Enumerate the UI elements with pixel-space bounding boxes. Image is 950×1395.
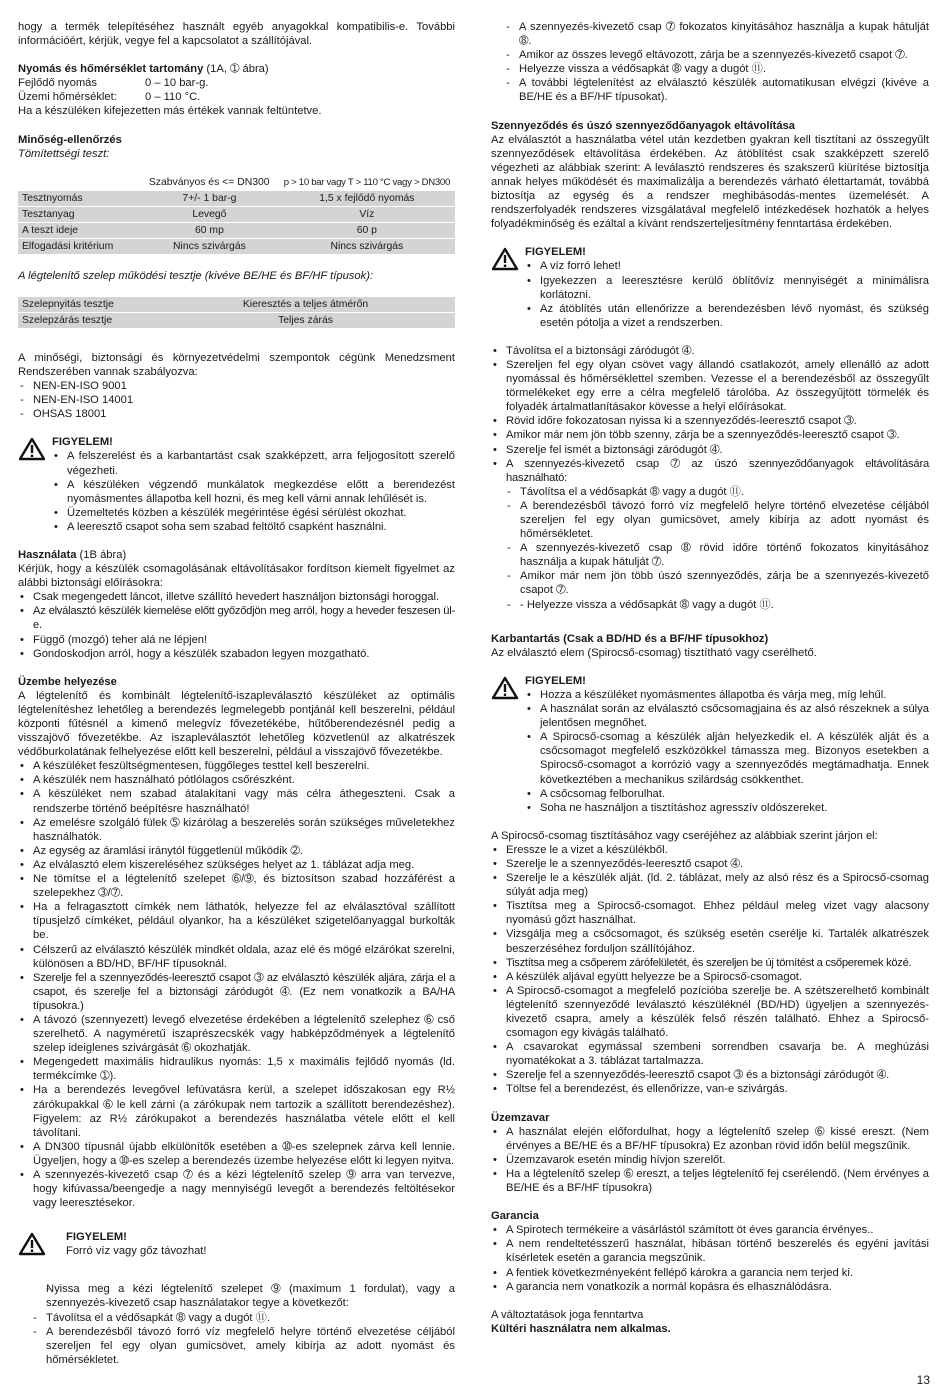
table-row: Tesztanyag Levegő Víz xyxy=(18,206,455,222)
rights-reserved: A változtatások joga fenntartva xyxy=(491,1308,644,1321)
warning-list xyxy=(525,259,929,329)
list-item: • Üzemeltetés közben a készülék megérintése égési sérülést okozhat. xyxy=(52,506,455,520)
valve-test-table xyxy=(18,297,455,329)
list-item: - - Helyezze vissza a védősapkát ➇ vagy a dugót ⑪. xyxy=(491,598,929,612)
fault-title: Üzemzavar xyxy=(491,1111,550,1124)
table-header-row: Szabványos és <= DN300 p > 10 bar vagy T > 110 °C vagy > DN300 xyxy=(18,175,455,191)
install-section: Üzembe helyezése A légtelenítő és kombinált légtelenítő-iszapleválasztó készüléket az optimális légtelenítéshez lehetőleg a berendezés legmelegebb pontjánál kell beszerelni, például központi fűtésnél a kimenő melegvíz fővezetékébe, hűtőberendezésnél pedig a visszajövő fővezetékbe. Az iszapleválasztót lehetőleg közvetlenül az alkatrészek védőburkolatának felhelyezése előtt kell beszerelni, például a visszajövő fővezetékbe. • A készüléket feszültségmentesen, függőleges testtel kell beszerelni. • A készülék nem használható pótlólagos csőrészként. • A készüléket nem szabad átalakítani vagy más célra áthegeszteni. Csak a rendszerbe történő beépítésre használható! • Az emelésre szolgáló fülek ➄ kizárólag a beszerelés során szükséges műveletekhez használhatók. • Az egység az áramlási iránytól függetlenül működik ➁. • Az elválasztó elem kiszereléséhez szükséges helyet az 1. táblázat adja meg. • Ne tömítse el a légtelenítő szelepet ➅/➈, és biztosítson szabad hozzáférést a szelepekhez ➂/➆. • Ha a felragasztott címkék nem láthatók, helyezze fel az elválasztóval szállított típusjelző címkéket, például olyankor, ha a készüléket szigetelőanyaggal burkolták be. • Célszerű az elválasztó készülék mindkét oldala, azaz elé és mögé elzárókat szerelni, különösen a BD/HD, BF/HF típusoknál. • Szerelje fel a szennyeződés-leeresztő csapot ➂ az elválasztó készülék aljára, zárja el a csapot, és szerelje fel a biztonsági záródugót ➃. (Ez nem vonatkozik a BA/HA típusokra.) • A távozó (szennyezett) levegő elvezetése érdekében a légtelenítő szelephez ➅ cső szerelhető. A nagyméretű iszaprészecskék vagy habképződmények a légtelenítő szelep ideiglenes szivárgását ➅ okozhatják. • Megengedett maximális hidraulikus nyomás: 1,5 x maximális fejlődő nyomás (ld. termékcímke ➀). • Ha a berendezés levegővel lefúvatásra kerül, a szelepet időszakosan egy R½ zárókupakkal ➅ le kell zárni (a zárókupak nem tartozik a szállított berendezéshez). Figyelem: az R½ zárókupakot a berendezés használatba vétele előtt el kell távolítani. • A DN300 típusnál újabb elkülönítők esetében a ➉-es szelepnek zárva kell lennie. Ügyeljen, hogy a ➉-es szelep a berendezés üzembe helyezése előtt ki legyen nyitva. • A szennyezés-kivezető csap ➆ és a kézi légtelenítő szelep ➈ arra van tervezve, hogy kifúvassa/beengedje a nagy mennyiségű levegőt a berendezés feltöltésekor vagy leeresztésekor. xyxy=(18,675,455,1211)
list-item: • A garancia nem vonatkozik a normál kopásra és elhasználódásra. xyxy=(491,1280,929,1294)
list-item: - A további légtelenítést az elválasztó készülék automatikusan elvégzi (kivéve a BE/HE és a BF/HF típusokat). xyxy=(504,76,929,104)
list-item: • Gondoskodjon arról, hogy a készülék szabadon legyen mozgatható. xyxy=(18,647,455,661)
warning-block xyxy=(491,674,929,815)
list-item: • Ha a berendezés levegővel lefúvatásra kerül, a szelepet időszakosan egy R½ zárókupakkal ➅ le kell zárni (a zárókupak nem tartozik a szállított berendezéshez). Figyelem: az R½ zárókupakot a berendezés használatba vétele előtt el kell távolítani. xyxy=(18,1083,455,1139)
usage-list xyxy=(18,590,455,660)
list-item: • A használat során az elválasztó csőcsomagjaina és az alsó részeknek a súlya jelentősen megnőhet. xyxy=(525,702,929,730)
standards-list xyxy=(18,379,455,421)
valve-test-title: A légtelenítő szelep működési tesztje (kivéve BE/HE és BF/HF típusok): xyxy=(18,269,374,282)
table-row: Tesztnyomás 7+/- 1 bar-g 1,5 x fejlődő nyomás xyxy=(18,190,455,206)
table-row: Szelepzárás tesztje Teljes zárás xyxy=(18,312,455,328)
list-item: • Az egység az áramlási iránytól függetlenül működik ➁. xyxy=(18,844,455,858)
list-item: • A Spirocső-csomagot a megfelelő pozícióba szerelje be. A szétszerelhető kombinált légtelenítő szennyeződé leválasztó készüléknél (BD/HD) ügyeljen a szennyezés-kivezető csapra, amely a készülék felső részén található. Ehhez a Spirocső-csomagon egy kivágás található. xyxy=(491,984,929,1040)
list-item: - Távolítsa el a védősapkát ➇ vagy a dugót ⑪. xyxy=(491,485,929,499)
list-item: • A készüléken végzendő munkálatok megkezdése előtt a berendezést nyomásmentes állapotba kell hozni, és meg kell várni annak lehűlését is. xyxy=(52,478,455,506)
table-row: A teszt ideje 60 mp 60 p xyxy=(18,222,455,238)
warning-title: FIGYELEM! xyxy=(52,436,113,449)
list-item: • A távozó (szennyezett) levegő elvezetése érdekében a légtelenítő szelephez ➅ cső szerelhető. A nagyméretű iszaprészecskék vagy habképződmények a légtelenítő szelep ideiglenes szivárgását ➅ okozhatják. xyxy=(18,1013,455,1055)
list-item: • Vizsgálja meg a csőcsomagot, és szükség esetén cserélje ki. Tartalék alkatrészek beszerzéséhez forduljon szállítójához. xyxy=(491,927,929,955)
table-row: Szelepnyitás tesztje Kieresztés a teljes átmérőn xyxy=(18,297,455,313)
list-item: • Tisztítsa meg a Spirocső-csomagot. Ehhez például meleg vizet vagy alacsony nyomású gőzt használhat. xyxy=(491,899,929,927)
list-item: • Szerelje fel a szennyeződés-leeresztő csapot ➂ az elválasztó készülék aljára, zárja el a csapot, és szerelje fel a biztonsági záródugót ➃. (Ez nem vonatkozik a BA/HA típusokra.) xyxy=(18,971,455,1013)
venting-steps-continued xyxy=(491,20,929,105)
list-item: • Az elválasztó elem kiszereléséhez szükséges helyet az 1. táblázat adja meg. xyxy=(18,858,455,872)
list-item: • Csak megengedett láncot, illetve szállító hevedert használjon biztonsági horoggal. xyxy=(18,590,455,604)
cleaning-intro: A Spirocső-csomag tisztításához vagy cseréjéhez az alábbiak szerint járjon el: xyxy=(491,829,878,842)
dirt-section: Szennyeződés és úszó szennyeződőanyagok eltávolítása Az elválasztót a használatba vétel után kezdetben gyakran kell tisztítani az összegyűlt szennyeződések eltávolítása érdekében. Az átöblítést csak szakképzett szerelő végezheti az alábbiak szerint: A leválasztó rendszeres és szakszerű kiürítése biztosítja annak helyes működését és maximalizálja a berendezés várható élettartamát, továbbá biztosítja az egység és a rendszer meghibásodás-mentes üzemelését. A rendszerfolyadék rendszeres vizsgálatával megfelelő intézkedések hozhatók a helyes folyadékminőség és ezáltal a kívánt rendszerteljesítmény fenntartása érdekében. xyxy=(491,119,929,231)
warning-triangle-icon xyxy=(491,245,525,330)
list-item: • Függő (mozgó) teher alá ne lépjen! xyxy=(18,633,455,647)
warning-block xyxy=(491,245,929,330)
list-item: • Ne tömítse el a légtelenítő szelepet ➅/➈, és biztosítson szabad hozzáférést a szelepekhez ➂/➆. xyxy=(18,872,455,900)
warning-title: FIGYELEM! xyxy=(525,674,586,687)
pressure-section xyxy=(18,62,455,118)
cleaning-steps xyxy=(491,843,929,1097)
list-item: • A készülék aljával együtt helyezze be a Spirocső-csomagot. xyxy=(491,970,929,984)
list-item: • Az emelésre szolgáló fülek ➄ kizárólag a beszerelés során szükséges műveletekhez használhatók. xyxy=(18,816,455,844)
list-item: • A készüléket nem szabad átalakítani vagy más célra áthegeszteni. Csak a rendszerbe történő beépítésre használható! xyxy=(18,787,455,815)
list-item: • Az átöblítés után ellenőrizze a berendezésben lévő nyomást, és szükség esetén pótolja a vizet a rendszerben. xyxy=(525,302,929,330)
list-item: • Igyekezzen a leeresztésre kerülő öblítővíz mennyiségét a minimálisra korlátozni. xyxy=(525,274,929,302)
list-item: • Hozza a készüléket nyomásmentes állapotba és várja meg, míg lehűl. xyxy=(525,688,929,702)
warning-title: FIGYELEM! xyxy=(525,246,586,259)
list-item: • A használat elején előfordulhat, hogy a légtelenítő szelep ➅ kissé ereszt. (Nem érvényes a BE/HE és a BF/HF típusokra) Ez azonban rövid időn belül megszűnik. xyxy=(491,1125,929,1153)
list-item: • Szereljen fel egy olyan csövet vagy állandó csatlakozót, amely ellenálló az adott nyomással és hőmérséklettel szemben. Vezesse el a berendezésből az összegyűlt törmelékeket egy erre a célra megfelelő tárolóba. Az összegyűjtött törmelék és folyadék ártalmatlanításakor kövesse a helyi előírásokat. xyxy=(491,358,929,414)
pressure-title: Nyomás és hőmérséklet tartomány xyxy=(18,63,204,76)
warning-title: FIGYELEM! xyxy=(66,1231,127,1244)
management-text: A minőségi, biztonsági és környezetvédelmi szempontok cégünk Menedzsment Rendszerében vannak szabályozva: xyxy=(18,351,455,378)
warning-block xyxy=(18,435,455,534)
tightness-test-table xyxy=(18,175,455,255)
venting-steps xyxy=(18,1282,455,1310)
warning-triangle-icon xyxy=(18,1230,66,1260)
usage-section: Használata (1B ábra) Kérjük, hogy a készülék csomagolásának eltávolításakor fordítson kiemelt figyelmet az alábbi biztonsági előírásokra: • Csak megengedett láncot, illetve szállító hevedert használjon biztonsági horoggal. • Az elválasztó készülék kiemelése előtt győződjön meg arról, hogy a heveder feszesen ül-e. • Függő (mozgó) teher alá ne lépjen! • Gondoskodjon arról, hogy a készülék szabadon legyen mozgatható. xyxy=(18,548,455,661)
list-item: • A csavarokat egymással szembeni sorrendben csavarja be. A meghúzási nyomatékokat a 3. táblázat tartalmazza. xyxy=(491,1040,929,1068)
list-item: • Amikor már nem jön több szenny, zárja be a szennyeződés-leeresztő csapot ➂. xyxy=(491,428,929,442)
install-list xyxy=(18,759,455,1210)
warranty-section xyxy=(491,1209,929,1294)
list-item: • Szerelje le a szennyeződés-leeresztő csapot ➃. xyxy=(491,857,929,871)
dirt-title: Szennyeződés és úszó szennyeződőanyagok eltávolítása xyxy=(491,119,796,132)
list-item: • Töltse fel a berendezést, és ellenőrizze, van-e szivárgás. xyxy=(491,1082,929,1096)
list-item: • Az elválasztó készülék kiemelése előtt győződjön meg arról, hogy a heveder feszesen ül-e. xyxy=(18,604,455,632)
table-row: Elfogadási kritérium Nincs szivárgás Nincs szivárgás xyxy=(18,238,455,254)
list-item: - Nyissa meg a kézi légtelenítő szelepet ➈ (maximum 1 fordulat), vagy a szennyezés-kivezető csap használatakor tegye a következőt: xyxy=(18,1282,455,1310)
list-item: • Rövid időre fokozatosan nyissa ki a szennyeződés-leeresztő csapot ➂. xyxy=(491,414,929,428)
list-item: • A Spirocső-csomag a készülék alján helyezkedik el. A készülék alját és a csőcsomagot megfelelő eszközökkel támassza meg. Bizonyos esetekben a Spirocső-csomagot a korrózió vagy a szennyeződés megtámadhatja. Ennek következtében a mechanikus szilárdság csökkenthet. xyxy=(525,730,929,786)
list-item: • A víz forró lehet! xyxy=(525,259,929,273)
fault-section xyxy=(491,1111,929,1196)
install-title: Üzembe helyezése xyxy=(18,675,117,688)
left-column xyxy=(18,20,455,1367)
list-item: - OHSAS 18001 xyxy=(18,407,455,421)
list-item: • Tisztítsa meg a csőperem zárófelületét, és szereljen be új tömítést a csőperemek közé. xyxy=(491,956,929,970)
warning-list xyxy=(52,449,455,534)
warning-list xyxy=(525,688,929,815)
list-item: • A szennyezés-kivezető csap ➆ az úszó szennyeződőanyagok eltávolítására használható: xyxy=(491,457,929,485)
maintenance-section: Karbantartás (Csak a BD/HD és a BF/HF típusokhoz) Az elválasztó elem (Spirocső-csomag) tisztítható vagy cserélhető. xyxy=(491,632,929,660)
pressure-ref: (1A, ➀ ábra) xyxy=(203,63,269,76)
list-item: • A szennyezés-kivezető csap ➆ és a kézi légtelenítő szelep ➈ arra van tervezve, hogy kifúvassa/beengedje a nagy mennyiségű levegőt a berendezés feltöltésekor vagy leeresztésekor. xyxy=(18,1168,455,1210)
list-item: • Üzemzavarok esetén mindig hívjon szerelőt. xyxy=(491,1153,929,1167)
pressure-row: Fejlődő nyomás 0 – 10 bar-g. xyxy=(18,77,209,90)
footer-notes xyxy=(491,1308,929,1336)
outdoor-notice: Kültéri használatra nem alkalmas. xyxy=(491,1322,671,1335)
quality-section xyxy=(18,133,455,422)
list-item: - NEN-EN-ISO 14001 xyxy=(18,393,455,407)
list-item: • A készülék nem használható pótlólagos csőrészként. xyxy=(18,773,455,787)
list-item: • Távolítsa el a biztonsági záródugót ➃. xyxy=(491,344,929,358)
list-item: • A Spirotech termékeire a vásárlástól számított öt éves garancia érvényes.. xyxy=(491,1223,929,1237)
list-item: - A berendezésből távozó forró víz megfelelő helyre történő elvezetése céljából szereljen fel egy olyan gumicsövet, amely kibírja az adott nyomást és hőmérsékletet. xyxy=(491,499,929,541)
list-item: • Szerelje fel a szennyeződés-leeresztő csapot ➂ és a biztonsági záródugót ➃. xyxy=(491,1068,929,1082)
warning-triangle-icon xyxy=(18,435,52,534)
list-item: • Szerelje fel ismét a biztonsági záródugót ➃. xyxy=(491,443,929,457)
dirt-removal-steps xyxy=(491,344,929,612)
list-item: • Szerelje le a készülék alját. (ld. 2. táblázat, mely az alsó rész és a Spirocső-csomag súlyát adja meg) xyxy=(491,871,929,899)
list-item: • Ha a légtelenítő szelep ➅ ereszt, a teljes légtelenítő fej cserélendő. (Nem érvényes a BE/HE és a BF/HF típusokra) xyxy=(491,1167,929,1195)
list-item: - A berendezésből távozó forró víz megfelelő helyre történő elvezetése céljából szereljen fel egy olyan gumicsövet, amely kibírja az adott nyomást és hőmérsékletet. xyxy=(31,1325,455,1367)
warning-block xyxy=(18,1230,455,1260)
list-item: • Megengedett maximális hidraulikus nyomás: 1,5 x maximális fejlődő nyomás (ld. termékcímke ➀). xyxy=(18,1055,455,1083)
warning-triangle-icon xyxy=(491,674,525,815)
list-item: • A készüléket feszültségmentesen, függőleges testtel kell beszerelni. xyxy=(18,759,455,773)
warranty-title: Garancia xyxy=(491,1210,539,1223)
warning-text: Forró víz vagy gőz távozhat! xyxy=(66,1245,207,1258)
list-item: • A fentiek következményeként fellépő károkra a garancia nem terjed ki. xyxy=(491,1266,929,1280)
list-item: • Célszerű az elválasztó készülék mindkét oldala, azaz elé és mögé elzárókat szerelni, különösen a BD/HD, BF/HF típusoknál. xyxy=(18,943,455,971)
cleaning-section xyxy=(491,829,929,1097)
quality-title: Minőség-ellenőrzés xyxy=(18,133,122,146)
list-item: • A DN300 típusnál újabb elkülönítők esetében a ➉-es szelepnek zárva kell lennie. Ügyeljen, hogy a ➉-es szelep a berendezés üzembe helyezése előtt ki legyen nyitva. xyxy=(18,1140,455,1168)
list-item: • A leeresztő csapot soha sem szabad feltöltő csapként használni. xyxy=(52,520,455,534)
list-item: - Távolítsa el a védősapkát ➇ vagy a dugót ⑪. xyxy=(31,1311,455,1325)
list-item: - Amikor már nem jön több úszó szennyeződés, zárja be a szennyezés-kivezető csapot ➆. xyxy=(491,569,929,597)
intro-text: hogy a termék telepítéséhez használt egyéb anyagokkal kompatibilis-e. További információért, kérjük, vegye fel a kapcsolatot a szállítójával. xyxy=(18,21,455,48)
list-item: - Amikor az összes levegő eltávozott, zárja be a szennyezés-kivezető csapot ➆. xyxy=(504,48,929,62)
maintenance-title: Karbantartás (Csak a BD/HD és a BF/HF típusokhoz) xyxy=(491,632,769,645)
list-item: - A szennyezés-kivezető csap ➆ fokozatos kinyitásához használja a kupak hátulját ➇. xyxy=(504,20,929,48)
pressure-row: Üzemi hőmérséklet: 0 – 110 °C. xyxy=(18,91,201,104)
venting-substeps xyxy=(18,1311,455,1367)
list-item: • A csőcsomag felborulhat. xyxy=(525,787,929,801)
page-number: 13 xyxy=(916,1372,930,1387)
float-removal-steps xyxy=(491,485,929,612)
right-column xyxy=(491,20,929,1336)
list-item: • A nem rendeltetésszerű használat, hibásan történő beszerelés és egyéni javítási kísérletek esetén a garancia megszűnik. xyxy=(491,1237,929,1265)
list-item: • Ha a felragasztott címkék nem láthatók, helyezze fel az elválasztóval szállított típusjelző címkéket, például olyankor, ha a készüléket szigetelőanyaggal burkolták be. xyxy=(18,900,455,942)
list-item: - Helyezze vissza a védősapkát ➇ vagy a dugót ⑪. xyxy=(504,62,929,76)
pressure-note: Ha a készüléken kifejezetten más értékek vannak feltüntetve. xyxy=(18,105,322,118)
list-item: - NEN-EN-ISO 9001 xyxy=(18,379,455,393)
list-item: • Eressze le a vizet a készülékből. xyxy=(491,843,929,857)
quality-subtitle: Tömítettségi teszt: xyxy=(18,147,110,160)
list-item: • Soha ne használjon a tisztításhoz agresszív oldószereket. xyxy=(525,801,929,815)
usage-title: Használata xyxy=(18,548,77,561)
list-item: • A felszerelést és a karbantartást csak szakképzett, arra feljogosított szerelő végezheti. xyxy=(52,449,455,477)
list-item: - A szennyezés-kivezető csap ➇ rövid időre történő fokozatos kinyitásához használja a kupak hátulját ➆. xyxy=(491,541,929,569)
